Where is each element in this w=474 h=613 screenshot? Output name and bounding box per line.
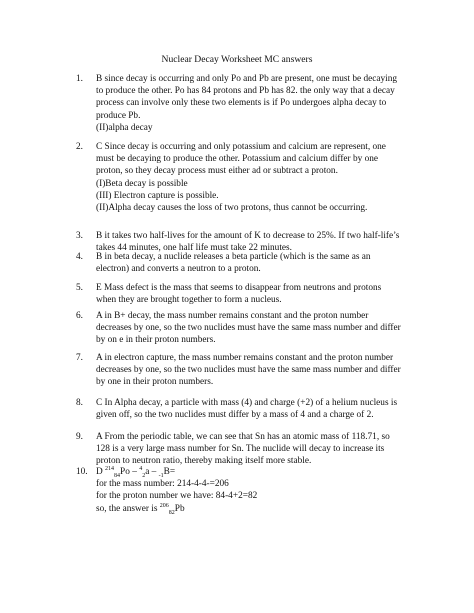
item-number: 1. xyxy=(76,74,83,84)
item-line: (I)Beta decay is possible xyxy=(96,178,188,189)
item-line: (II)alpha decay xyxy=(96,122,153,133)
answer-item-9 xyxy=(76,431,426,468)
proton-number-line: for the proton number we have: 84-4+2=82 xyxy=(96,491,258,502)
page-title: Nuclear Decay Worksheet MC answers xyxy=(161,54,313,65)
item-line: given off, so the two nuclides must differ by a mass of 4 and a charge of 2. xyxy=(96,410,374,421)
item-body xyxy=(96,141,426,214)
alpha-mass-number: 4 xyxy=(139,465,143,472)
item-body xyxy=(96,466,426,515)
answer-item-6 xyxy=(76,310,426,347)
item-line: by on e in their proton numbers. xyxy=(96,335,216,346)
minus-sign: – xyxy=(132,467,137,477)
mass-number-line: for the mass number: 214-4-4-=206 xyxy=(96,479,229,490)
item-number: 9. xyxy=(76,432,83,442)
item-line: C In Alpha decay, a particle with mass (4) and charge (+2) of a helium nucleus is xyxy=(96,398,398,408)
answer-letter: D xyxy=(96,467,103,477)
answer-mass-number: 206 xyxy=(159,502,169,509)
item-line: (III) Electron capture is possible. xyxy=(96,190,219,201)
item-line: 128 is a very large mass number for Sn. The nuclide will decay to increase its xyxy=(96,444,385,455)
item-body xyxy=(96,251,426,275)
item-number: 4. xyxy=(76,252,83,262)
answer-item-2 xyxy=(76,141,426,214)
item-body xyxy=(96,310,426,347)
item-line: C Since decay is occurring and only potassium and calcium are represent, one xyxy=(96,142,386,152)
item-body xyxy=(96,73,426,134)
beta-symbol: B= xyxy=(163,467,176,477)
item-line: (II)Alpha decay causes the loss of two protons, thus cannot be occurring. xyxy=(96,203,368,214)
item-body xyxy=(96,397,426,421)
item-line: decreases by one, so the two nuclides must have the same mass number and differ xyxy=(96,365,401,376)
po-mass-number: 214 xyxy=(105,465,115,472)
answer-item-1 xyxy=(76,73,426,134)
item-number: 8. xyxy=(76,398,83,408)
answer-symbol: Pb xyxy=(174,503,185,514)
po-symbol: Po xyxy=(120,467,130,477)
item-number: 2. xyxy=(76,142,83,152)
item-body xyxy=(96,352,426,389)
item-number: 5. xyxy=(76,283,83,293)
item-line: takes 44 minutes, one half life must take 22 minutes. xyxy=(96,243,292,254)
item-line: must be decaying to produce the other. Potassium and calcium differ by one xyxy=(96,154,379,165)
answer-item-4 xyxy=(76,251,426,275)
item-line: B since decay is occurring and only Po and Pb are present, one must be decaying xyxy=(96,74,398,84)
beta-charge: -1 xyxy=(158,472,164,479)
item-line: when they are brought together to form a nucleus. xyxy=(96,295,282,306)
alpha-atomic-number: 2 xyxy=(142,472,146,479)
item-line: proton to neutron ratio, thereby making itself more stable. xyxy=(96,456,312,467)
item-line: produce Pb. xyxy=(96,110,141,121)
decay-equation xyxy=(96,466,426,478)
answer-prefix: so, the answer is xyxy=(96,503,158,514)
answer-item-10 xyxy=(76,466,426,515)
item-body xyxy=(96,282,426,306)
minus-sign: – xyxy=(151,467,157,477)
answer-atomic-number: 82 xyxy=(168,509,175,516)
item-line: by one in their proton numbers. xyxy=(96,377,214,388)
item-line: A From the periodic table, we can see that Sn has an atomic mass of 118.71, so xyxy=(96,432,390,442)
item-line: A in B+ decay, the mass number remains constant and the proton number xyxy=(96,311,369,321)
answer-item-5 xyxy=(76,282,426,306)
item-body xyxy=(96,431,426,468)
item-line: E Mass defect is the mass that seems to disappear from neutrons and protons xyxy=(96,283,382,293)
alpha-symbol: a xyxy=(145,467,150,477)
answer-item-7 xyxy=(76,352,426,389)
item-line: proton, so they decay process must either ad or subtract a proton. xyxy=(96,166,338,177)
answer-line xyxy=(96,503,426,515)
item-line: process can involve only these two elements is if Po undergoes alpha decay to xyxy=(96,98,387,109)
item-number: 6. xyxy=(76,311,83,321)
item-number: 10. xyxy=(76,467,88,477)
item-number: 7. xyxy=(76,353,83,363)
item-line: A in electron capture, the mass number remains constant and the proton number xyxy=(96,353,394,363)
item-line: electron) and converts a neutron to a proton. xyxy=(96,264,261,275)
answer-item-8 xyxy=(76,397,426,421)
item-line: B in beta decay, a nuclide releases a beta particle (which is the same as an xyxy=(96,252,371,262)
item-line: B it takes two half-lives for the amount of K to decrease to 25%. If two half-life’s xyxy=(96,231,400,241)
item-line: decreases by one, so the two nuclides must have the same mass number and differ xyxy=(96,323,401,334)
item-line: to produce the other. Po has 84 protons and Pb has 82. the only way that a decay xyxy=(96,86,395,97)
item-number: 3. xyxy=(76,231,83,241)
po-atomic-number: 84 xyxy=(114,472,121,479)
